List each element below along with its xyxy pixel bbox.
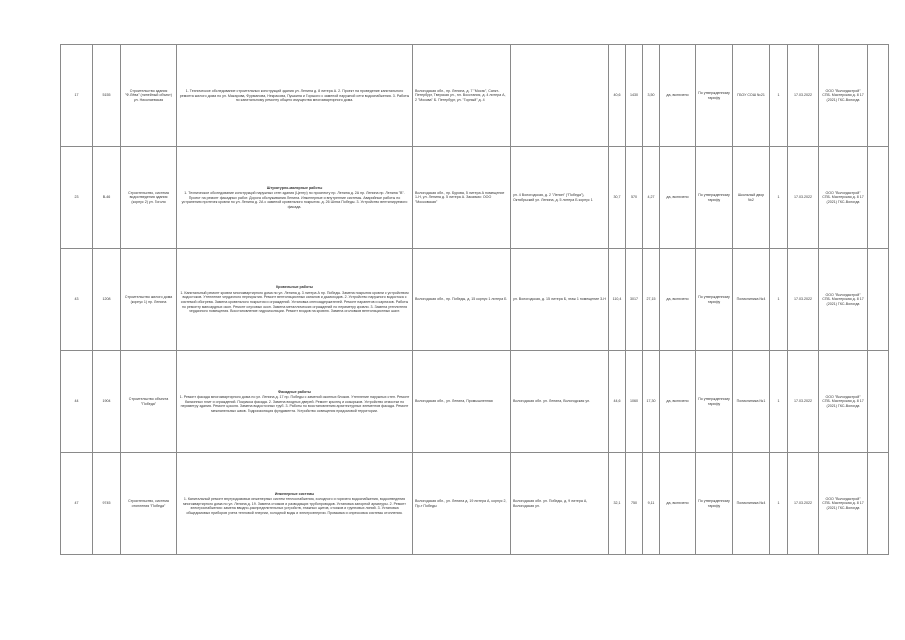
value-2: 1060 (626, 351, 643, 453)
row-number: 47 (61, 453, 93, 555)
address-primary: Вологодская обл., пр. Ленина, д. 7 "Мосэк", Санкт-Петербург, Тверская ул., пл. Восстания, д. 4 литера А, 2 "Москва" Б. Петербург, ул. "Горный" д. 4 (413, 45, 511, 147)
object-name: Строительство, система отопления "Победа" (121, 453, 177, 555)
address-secondary: ул. 4 Вологодская, д. 2 "Ленин" ("Победа"), Октябрьский ул. Ленина, д. 5 литера Б корпус 1 (511, 147, 609, 249)
quantity: 1 (770, 351, 788, 453)
description-title: Фасадные работы (278, 389, 311, 394)
object-code: 9745 (93, 453, 121, 555)
blank-cell (868, 45, 889, 147)
tariff-type: По утвержденному тарифу (696, 351, 733, 453)
work-description (177, 45, 413, 147)
address-primary: Вологодская обл., пр. Бурова, 5 литера А помещение 1-Н, ул. Ленина д. 5 литера А. Заказчик: ООО "Московская" (413, 147, 511, 249)
value-1: 110,4 (609, 249, 626, 351)
value-3: 9,11 (643, 453, 660, 555)
row-number: 23 (61, 147, 93, 249)
organization: ГБОУ СОШ №21 (733, 45, 770, 147)
date-cell: 17.03.2022 (788, 351, 819, 453)
object-code: 5155 (93, 45, 121, 147)
value-1: 30,7 (609, 147, 626, 249)
value-1: 44,6 (609, 351, 626, 453)
tariff-type: По утвержденному тарифу (696, 453, 733, 555)
status-cell: да, включено (660, 249, 696, 351)
quantity: 1 (770, 147, 788, 249)
address-secondary (511, 45, 609, 147)
object-code: 1208 (93, 249, 121, 351)
date-cell: 17.03.2022 (788, 147, 819, 249)
description-body: 1. Капитальный ремонт внутридомовых инженерных систем теплоснабжения, холодного и горячего водоснабжения, водоотведения многоквартирного дома по ул. Ленина д. 19. Замена стояков и разводящих трубопроводов. Установка запорной арматуры. 2. Ремонт электроснабжения: замена вводно-распределительных устройств, этажных щитов, стояков и групповых линий. 3. Установка общедомовых приборов учета тепловой энергии, холодной воды и электроэнергии. Промывка и опрессовка системы отопления. (183, 497, 406, 515)
organization: Поликлиника №1 (733, 351, 770, 453)
description-title: Штукатурно-малярные работы (266, 185, 323, 190)
description-title: Кровельные работы (276, 285, 313, 290)
value-3: 27,15 (643, 249, 660, 351)
tariff-type: По утвержденному тарифу (696, 45, 733, 147)
executor: ООО "Вологдастрой" СПБ. Мастерская д. 8 17 (2021) ГКС-Вологда (819, 45, 868, 147)
value-2: 570 (626, 147, 643, 249)
description-body: 1. Техническое обследование конструкций наружных стен здания (Центр) по проспекту пр. Ленина д. 2А пр. Ленина пр. Ленина "В". Проект на ремонт фасадных работ. Дорога обслуживания Ленина. Инженерные и внутренние системы. Аварийные работы по устранению протечек кровли по ул. Ленина д. 2А с заменой кровельного покрытия. д. 26 Шлюз Победы. 3. Устройство вентилируемого фасада. (181, 191, 408, 209)
object-name: Строительство объекта "Победа" (121, 351, 177, 453)
executor: ООО "Вологдастрой" СПБ. Мастерская д. 8 17 (2021) ГКС-Вологда (819, 351, 868, 453)
status-cell: да, включено (660, 45, 696, 147)
executor: ООО "Вологдастрой" СПБ. Мастерская д. 8 17 (2021) ГКС-Вологда (819, 147, 868, 249)
object-name: Строительство жилого дома (корпус 1) пр. Ленина (121, 249, 177, 351)
tariff-type: По утвержденному тарифу (696, 249, 733, 351)
value-3: 3,50 (643, 45, 660, 147)
quantity: 1 (770, 45, 788, 147)
quantity: 1 (770, 453, 788, 555)
register-table (60, 44, 889, 555)
value-1: 40,6 (609, 45, 626, 147)
table-row (61, 249, 889, 351)
organization: Школьный двор №2 (733, 147, 770, 249)
executor: ООО "Вологдастрой" СПБ. Мастерская д. 8 17 (2021) ГКС-Вологда (819, 453, 868, 555)
date-cell: 17.03.2022 (788, 453, 819, 555)
value-2: 750 (626, 453, 643, 555)
status-cell: да, включено (660, 147, 696, 249)
value-1: 32,1 (609, 453, 626, 555)
address-secondary: Вологодская обл. ул. Ленина, Вологодская ул. (511, 351, 609, 453)
date-cell: 17.03.2022 (788, 249, 819, 351)
tariff-type: По утвержденному тарифу (696, 147, 733, 249)
value-3: 17,30 (643, 351, 660, 453)
object-name: Строительство здания "Ф.Лёва" (линейный объект) ул. Николаевская (121, 45, 177, 147)
blank-cell (868, 249, 889, 351)
address-secondary: ул. Вологодская, д. 15 литера Б, этаж 1 помещение 3-Н (511, 249, 609, 351)
date-cell: 17.03.2022 (788, 45, 819, 147)
row-number: 17 (61, 45, 93, 147)
status-cell: да, включено (660, 453, 696, 555)
object-code: 1904 (93, 351, 121, 453)
work-description (177, 453, 413, 555)
quantity: 1 (770, 249, 788, 351)
value-2: 1430 (626, 45, 643, 147)
address-secondary: Вологодская обл. ул. Победы, д. 9 литера А, Вологодская ул. (511, 453, 609, 555)
address-primary: Вологодская обл., ул. Ленина д. 19 литера А, корпус 2, Пр-т Победы (413, 453, 511, 555)
work-description (177, 249, 413, 351)
object-name: Строительство, система водоотведения здания (корпус 2) ул. Гоголя (121, 147, 177, 249)
address-primary: Вологодская обл., пр. Победы, д. 15 корпус 1 литера Б (413, 249, 511, 351)
organization: Поликлиника №4 (733, 249, 770, 351)
object-code: В-46 (93, 147, 121, 249)
table-row (61, 147, 889, 249)
executor: ООО "Вологдастрой" СПБ. Мастерская д. 8 17 (2021) ГКС-Вологда (819, 249, 868, 351)
blank-cell (868, 147, 889, 249)
organization: Поликлиника №4 (733, 453, 770, 555)
blank-cell (868, 351, 889, 453)
table-row (61, 453, 889, 555)
description-body: 1. Капитальный ремонт кровли многоквартирного дома по ул. Ленина д. 3 литера А пр. Победы. Замена покрытия кровли с устройством водостоков. Утепление чердачного перекрытия. Ремонт вентиляционных каналов и дымоходов. 2. Устройство наружного водостока с системой обогрева. Замена кровельного покрытия и ограждений. Установка снегозадержателей. Ремонт парапетов и карнизов. Работы по ремонту мансардных окон. Ремонт слуховых окон. Замена металлических ограждений по периметру кровли. 3. Замена утеплителя чердачного помещения. Восстановление гидроизоляции. Ремонт входов на кровлю. Замена оголовков вентиляционных шахт. (180, 290, 409, 314)
work-description (177, 147, 413, 249)
address-primary: Вологодская обл., ул. Ленина, Промышленная (413, 351, 511, 453)
value-3: 4,27 (643, 147, 660, 249)
description-body: 1. Ремонт фасада многоквартирного дома по ул. Ленина д. 17 пр. Победы с заменой оконных блоков. Утепление наружных стен. Ремонт балконных плит и ограждений. Покраска фасада. 2. Замена входных дверей. Ремонт крылец и козырьков. Устройство отмостки по периметру здания. Ремонт цоколя. Замена водосточных труб. 3. Работы по восстановлению архитектурных элементов фасада. Ремонт межпанельных швов. Гидроизоляция фундамента. Устройство освещения придомовой территории. (179, 395, 410, 413)
value-2: 3017 (626, 249, 643, 351)
work-description (177, 351, 413, 453)
row-number: 44 (61, 351, 93, 453)
table-row (61, 45, 889, 147)
description-title: Инженерные системы (274, 491, 315, 496)
row-number: 43 (61, 249, 93, 351)
description-body: 1. Техническое обследование строительных конструкций здания ул. Ленина д. 8 литера А. 2. Проект на проведение капитального ремонта жилого дома по ул. Макарова, Фурманова, Некрасова, Пушкина и Горького с заменой наружной сети водоснабжения. 3. Работы по капитальному ремонту общего имущества многоквартирного дома. (179, 89, 410, 103)
table-row (61, 351, 889, 453)
blank-cell (868, 453, 889, 555)
status-cell: да, включено (660, 351, 696, 453)
